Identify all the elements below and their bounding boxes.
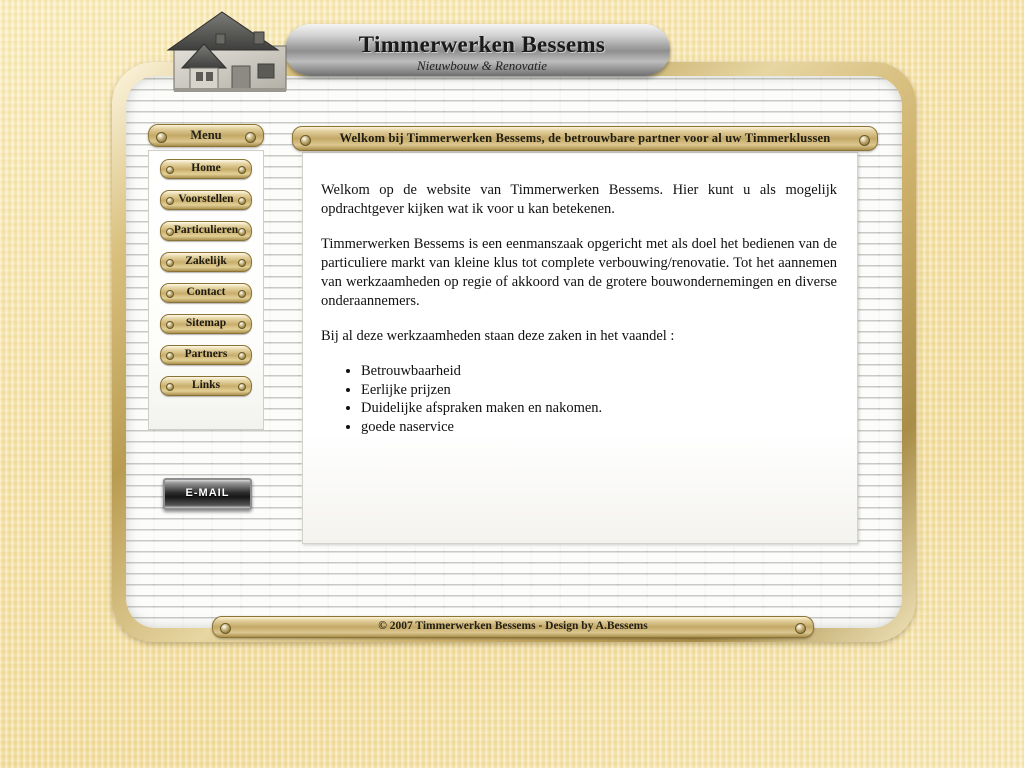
sidebar-item-voorstellen[interactable] [160, 190, 252, 210]
sidebar-item-label: Partners [184, 348, 228, 360]
logo-subtitle: Nieuwbouw & Renovatie [417, 58, 547, 73]
list-item: • Duidelijke afspraken maken en nakomen. [361, 399, 837, 418]
list-item: • goede naservice [361, 418, 837, 437]
menu-heading-bar [148, 124, 264, 147]
list-item: • Eerlijke prijzen [361, 381, 837, 400]
sidebar-item-sitemap[interactable] [160, 314, 252, 334]
email-button[interactable] [163, 478, 252, 510]
house-icon [160, 6, 300, 94]
sidebar-item-zakelijk[interactable] [160, 252, 252, 272]
sidebar-item-label: Links [191, 379, 221, 391]
page-title: Welkom bij Timmerwerken Bessems, de betrouwbare partner voor al uw Timmerklussen [339, 131, 831, 145]
content-paragraph: Timmerwerken Bessems is een eenmanszaak opgericht met als doel het bedienen van de particuliere markt van kleine klus tot complete verbouwing/renovatie. Tot het aannemen van werkzaamheden op regie of akkoord van de grotere bouwondernemingen en diverse onderaannemers. [321, 236, 837, 309]
footer-copyright: © 2007 Timmerwerken Bessems - Design by A.Bessems [378, 620, 648, 632]
sidebar-item-label: Home [191, 162, 221, 174]
logo-title: Timmerwerken Bessems [358, 32, 606, 57]
sidebar-item-links[interactable] [160, 376, 252, 396]
content-bullet-list [321, 362, 837, 436]
sidebar-item-label: Sitemap [185, 317, 227, 329]
sidebar-item-label: Contact [186, 286, 226, 298]
sidebar-item-particulieren[interactable] [160, 221, 252, 241]
site-header [160, 6, 670, 94]
sidebar-item-label: Zakelijk [185, 255, 227, 267]
sidebar-item-label: Particulieren [173, 224, 239, 236]
sidebar-item-contact[interactable] [160, 283, 252, 303]
sidebar-item-partners[interactable] [160, 345, 252, 365]
list-item: • Betrouwbaarheid [361, 362, 837, 381]
menu-heading-label: Menu [190, 128, 222, 142]
sidebar-item-label: Voorstellen [178, 193, 234, 205]
content-paragraph: Bij al deze werkzaamheden staan deze zaken in het vaandel : [321, 328, 675, 344]
email-button-label: E-MAIL [185, 487, 230, 499]
content-panel [302, 152, 858, 544]
content-paragraph: Welkom op de website van Timmerwerken Bessems. Hier kunt u als mogelijk opdrachtgever kijken wat ik voor u kan betekenen. [321, 182, 837, 217]
footer-bar [212, 616, 814, 638]
content-title-bar [292, 126, 878, 151]
sidebar-item-home[interactable] [160, 159, 252, 179]
